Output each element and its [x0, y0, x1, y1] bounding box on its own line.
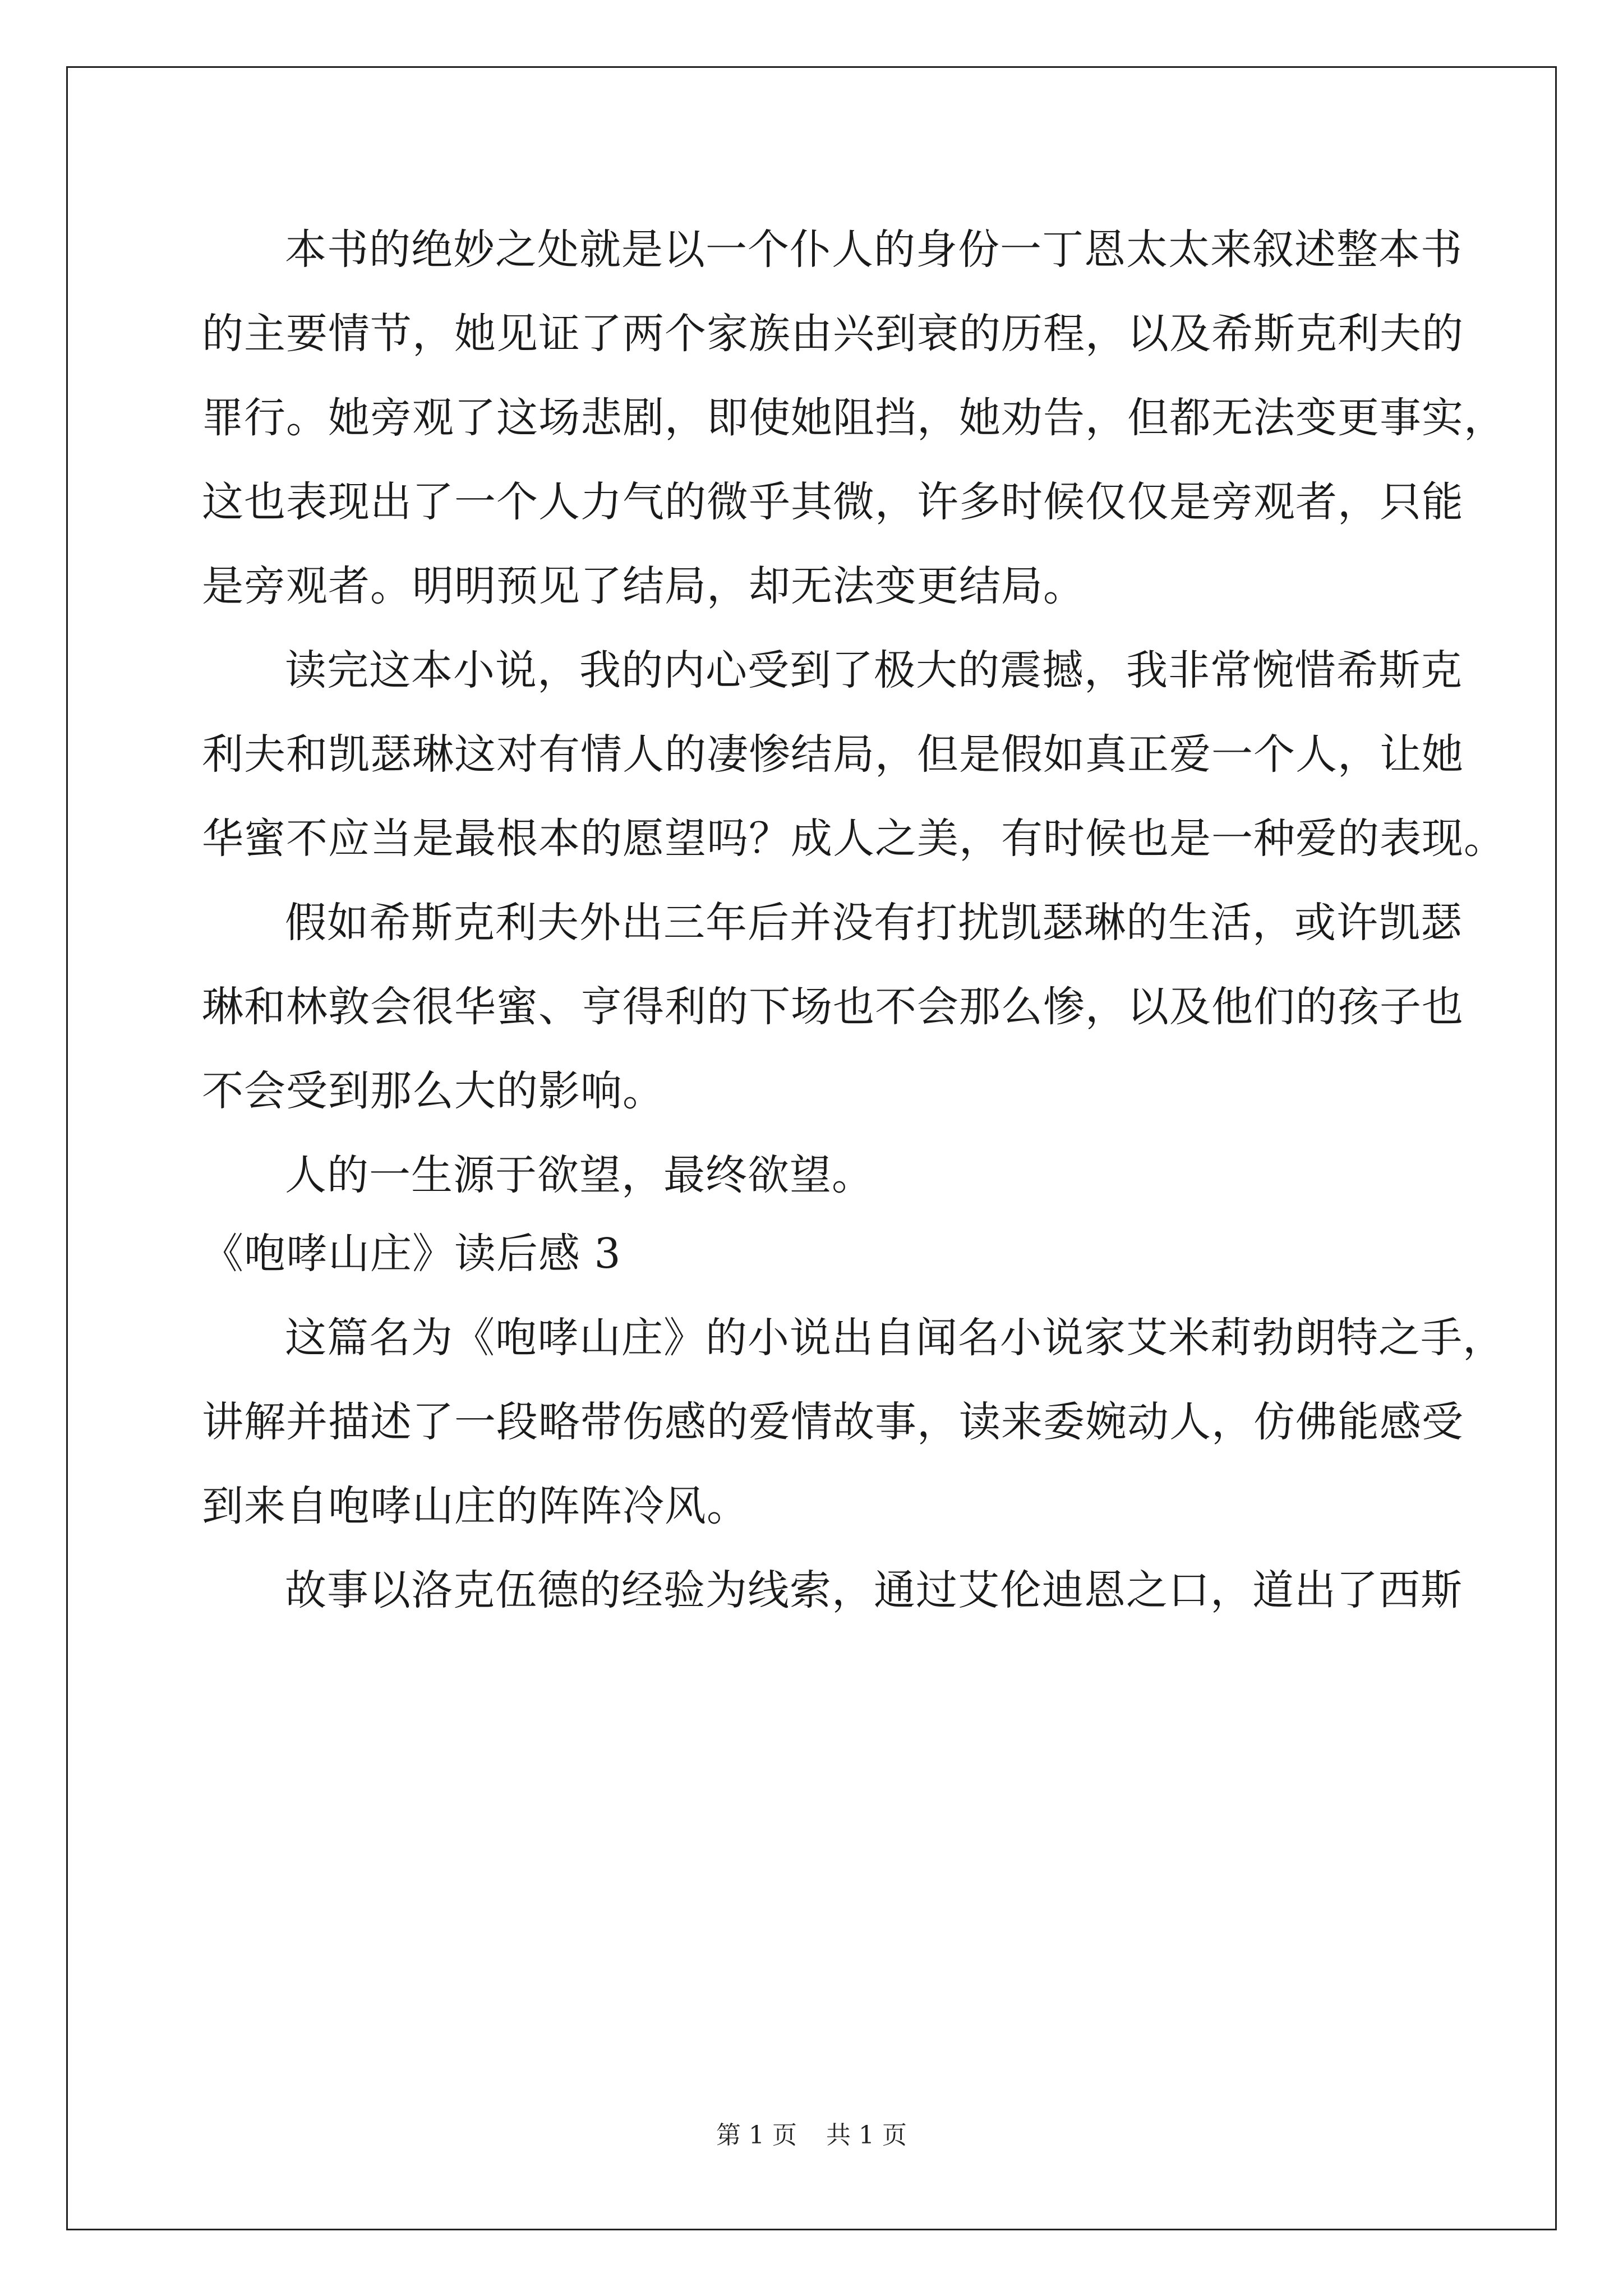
paragraph-6-line-1: 故事以洛克伍德的经验为线索，通过艾伦迪恩之口，道出了西斯 [285, 1566, 1463, 1614]
paragraph-4-line-1: 人的一生源于欲望，最终欲望。 [285, 1151, 874, 1199]
paragraph-5-line-2: 讲解并描述了一段略带伤感的爱情故事，读来委婉动人，仿佛能感受 [202, 1398, 1464, 1446]
paragraph-3-line-1: 假如希斯克利夫外出三年后并没有打扰凯瑟琳的生活，或许凯瑟 [285, 899, 1463, 947]
paragraph-5-line-3: 到来自咆哮山庄的阵阵冷风。 [202, 1482, 749, 1530]
paragraph-2-line-3: 华蜜不应当是最根本的愿望吗？成人之美，有时候也是一种爱的表现。 [202, 815, 1506, 863]
paragraph-5-line-1: 这篇名为《咆哮山庄》的小说出自闻名小说家艾米莉勃朗特之手， [285, 1314, 1505, 1362]
paragraph-2-line-1: 读完这本小说，我的内心受到了极大的震撼，我非常惋惜希斯克 [285, 646, 1463, 694]
paragraph-3-line-3: 不会受到那么大的影响。 [202, 1067, 665, 1115]
section-heading: 《咆哮山庄》读后感 3 [202, 1230, 621, 1278]
page-footer [0, 2119, 1623, 2152]
page-total: 共 1 页 [826, 2121, 907, 2150]
paragraph-1-line-1: 本书的绝妙之处就是以一个仆人的身份一丁恩太太来叙述整本书 [285, 226, 1463, 274]
paragraph-1-line-3: 罪行。她旁观了这场悲剧，即使她阻挡，她劝告，但都无法变更事实， [202, 394, 1506, 442]
paragraph-1-line-4: 这也表现出了一个人力气的微乎其微，许多时候仅仅是旁观者，只能 [202, 478, 1464, 526]
paragraph-1-line-5: 是旁观者。明明预见了结局，却无法变更结局。 [202, 562, 1085, 610]
paragraph-1-line-2: 的主要情节，她见证了两个家族由兴到衰的历程，以及希斯克利夫的 [202, 310, 1464, 358]
paragraph-3-line-2: 琳和林敦会很华蜜、亨得利的下场也不会那么惨，以及他们的孩子也 [202, 983, 1464, 1031]
paragraph-2-line-2: 利夫和凯瑟琳这对有情人的凄惨结局，但是假如真正爱一个人，让她 [202, 730, 1464, 779]
page-number: 第 1 页 [716, 2121, 797, 2150]
